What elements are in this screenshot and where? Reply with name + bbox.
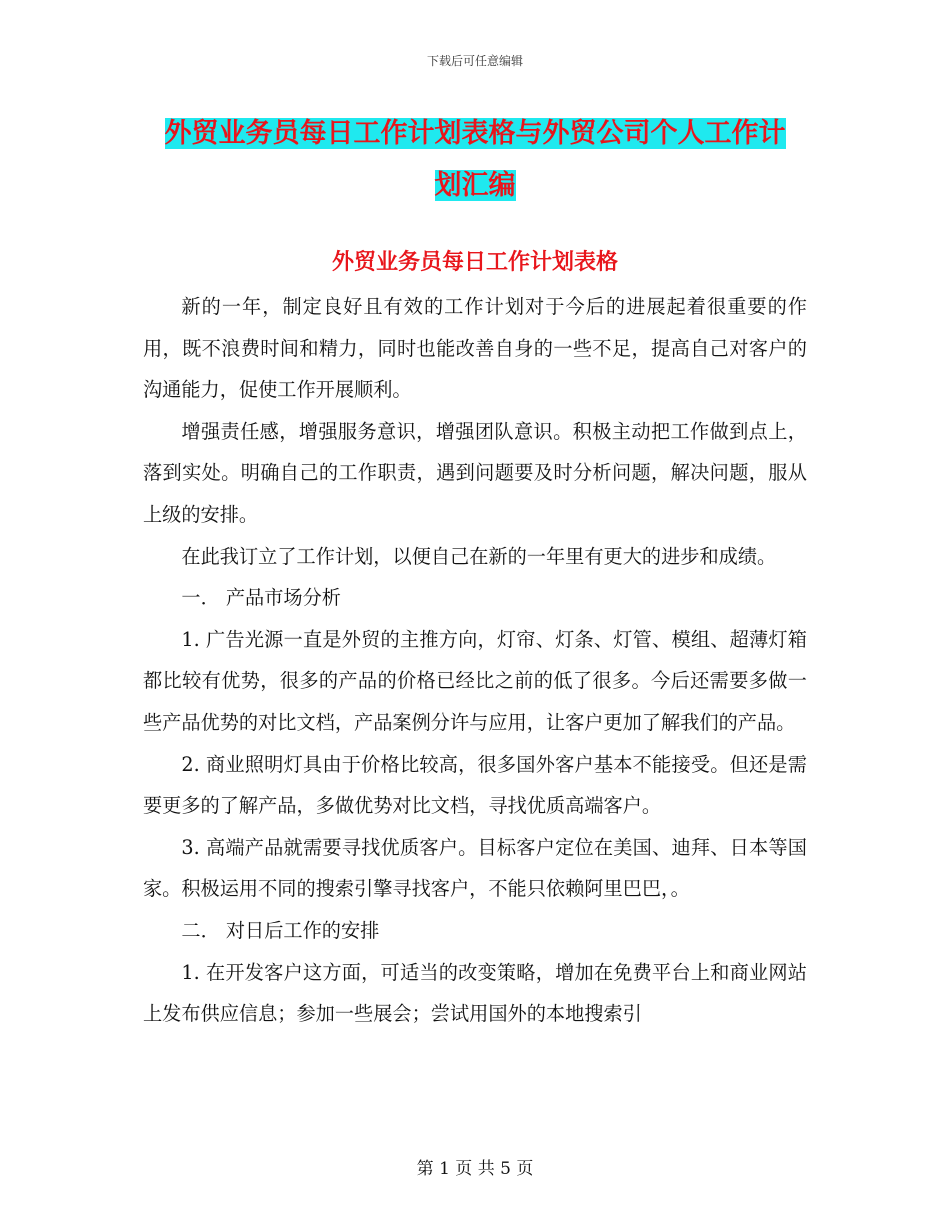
paragraph-item-1: 1. 广告光源一直是外贸的主推方向，灯帘、灯条、灯管、模组、超薄灯箱都比较有优势，很多的产品的价格已经比之前的低了很多。今后还需要多做一些产品优势的对比文档，产品案例分许与应用，让客户更加了解我们的产品。 [143,627,807,734]
paragraph-arrangement-1: 1. 在开发客户这方面，可适当的改变策略，增加在免费平台上和商业网站上发布供应信息；参加一些展会；尝试用国外的本地搜索引 [143,960,807,1026]
section-title: 外贸业务员每日工作计划表格 [331,249,618,275]
paragraph-responsibility: 增强责任感，增强服务意识，增强团队意识。积极主动把工作做到点上，落到实处。明确自己的工作职责，遇到问题要及时分析问题，解决问题，服从上级的安排。 [143,419,807,526]
paragraph-item-2: 2. 商业照明灯具由于价格比较高，很多国外客户基本不能接受。但还是需要更多的了解产品，多做优势对比文档，寻找优质高端客户。 [143,752,807,818]
document-title-line-1: 外贸业务员每日工作计划表格与外贸公司个人工作计 [164,118,786,149]
paragraph-intro: 新的一年，制定良好且有效的工作计划对于今后的进展起着很重要的作用，既不浪费时间和精力，同时也能改善自身的一些不足，提高自己对客户的沟通能力，促使工作开展顺利。 [143,295,807,402]
document-title [150,108,800,212]
document-body [143,286,807,1035]
page-number: 第 1 页 共 5 页 [416,1159,534,1179]
page-header-note: 下载后可任意编辑 [426,54,523,68]
heading-market-analysis: 一． 产品市场分析 [181,586,341,610]
document-title-line-2: 划汇编 [434,170,516,201]
heading-future-arrangement: 二． 对日后工作的安排 [181,918,380,942]
paragraph-item-3: 3. 高端产品就需要寻找优质客户。目标客户定位在美国、迪拜、日本等国家。积极运用不同的搜索引擎寻找客户，不能只依赖阿里巴巴，。 [143,835,807,901]
paragraph-plan-purpose: 在此我订立了工作计划，以便自己在新的一年里有更大的进步和成绩。 [181,544,777,568]
